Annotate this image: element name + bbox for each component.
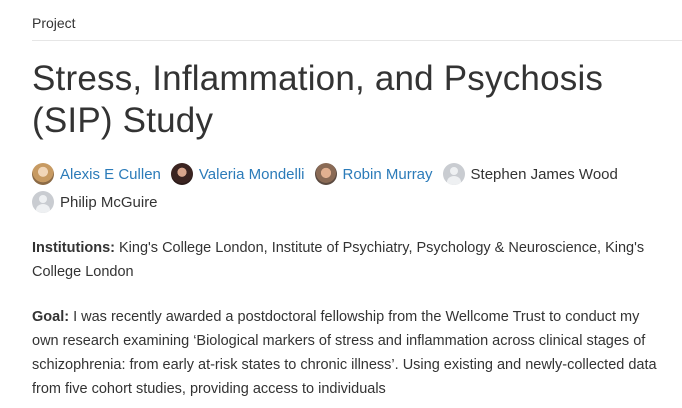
section-label: Project: [32, 0, 682, 41]
author-name: Philip McGuire: [60, 193, 158, 211]
user-placeholder-icon: [443, 163, 465, 185]
author-item[interactable]: [171, 160, 305, 188]
avatar[interactable]: [32, 163, 54, 185]
author-link[interactable]: Alexis E Cullen: [60, 165, 161, 183]
author-item[interactable]: [315, 160, 433, 188]
author-item: [443, 160, 618, 188]
institutions-paragraph: [32, 236, 657, 284]
goal-text: I was recently awarded a postdoctoral fellowship from the Wellcome Trust to conduct my own research examining ‘Biological markers of stress and inflammation across clinical stages of schizophrenia: from early at-risk states to chronic illness’. Using existing and newly-collected data from five cohort studies, providing access to individuals: [32, 309, 657, 397]
avatar[interactable]: [171, 163, 193, 185]
user-placeholder-icon: [32, 191, 54, 213]
avatar[interactable]: [315, 163, 337, 185]
author-name: Stephen James Wood: [470, 165, 618, 183]
goal-label: Goal:: [32, 309, 70, 325]
project-page: [32, 0, 682, 401]
author-list: [32, 160, 632, 216]
institutions-text: King's College London, Institute of Psychiatry, Psychology & Neuroscience, King's College London: [32, 240, 645, 280]
author-link[interactable]: Robin Murray: [342, 165, 433, 183]
institutions-label: Institutions:: [32, 240, 115, 256]
author-item: [32, 188, 158, 216]
author-item[interactable]: [32, 160, 161, 188]
author-link[interactable]: Valeria Mondelli: [198, 165, 305, 183]
project-title: Stress, Inflammation, and Psychosis (SIP) Study: [32, 59, 604, 140]
goal-paragraph: [32, 305, 657, 401]
